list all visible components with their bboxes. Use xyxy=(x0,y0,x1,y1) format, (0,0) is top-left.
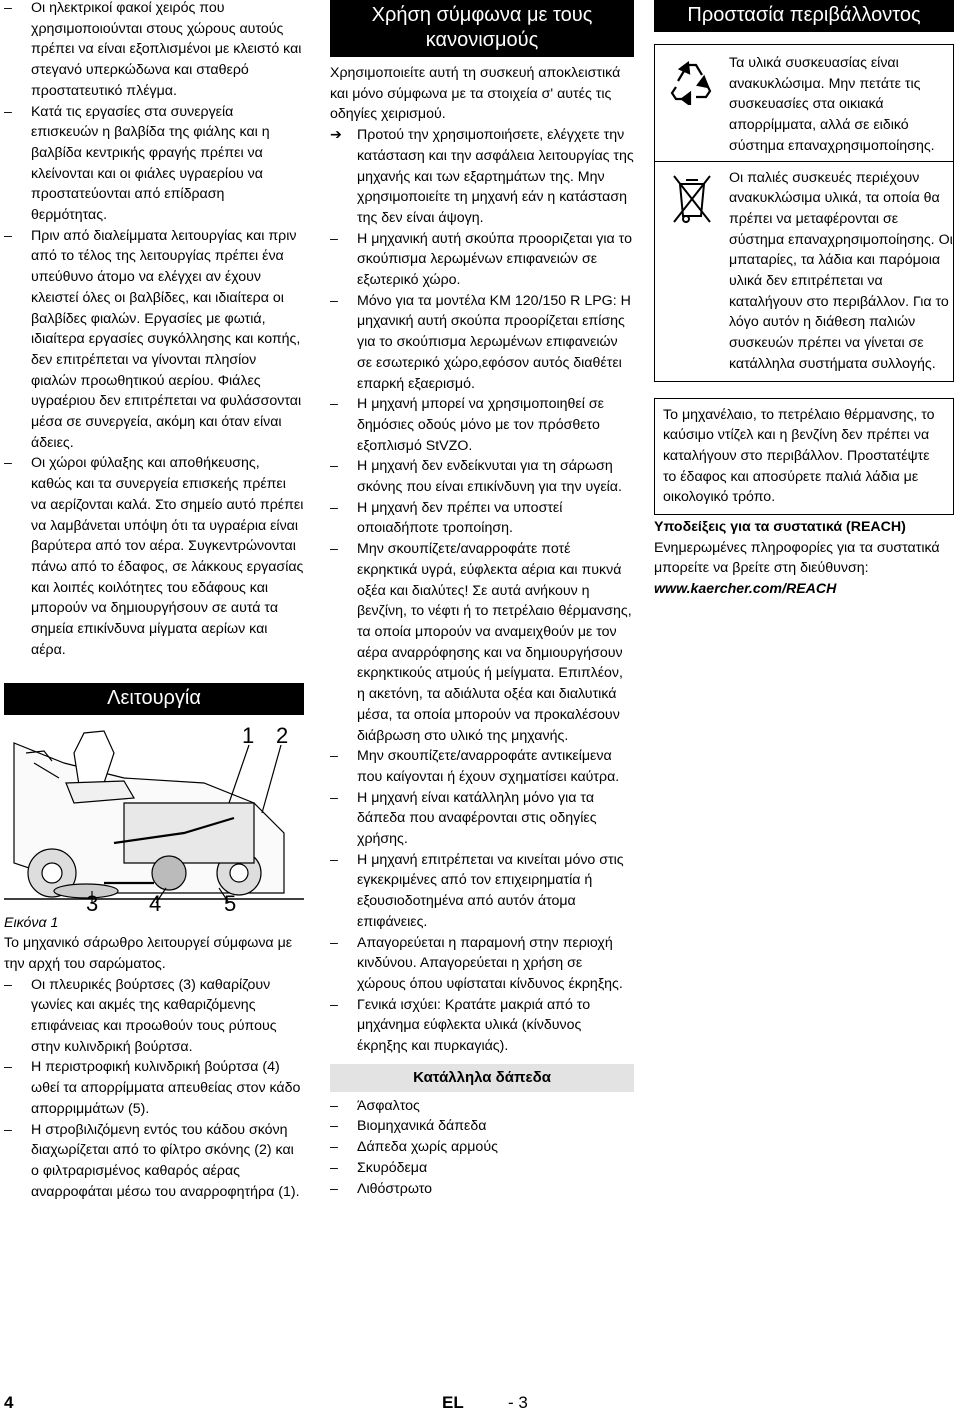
list-item xyxy=(330,539,634,746)
recycle-row xyxy=(655,45,953,162)
dash-bullet: – xyxy=(330,996,338,1013)
list-item xyxy=(4,1057,304,1119)
list-item xyxy=(330,229,634,291)
dash-bullet: – xyxy=(4,0,12,16)
dash-bullet: – xyxy=(330,789,338,806)
dash-bullet: – xyxy=(4,1059,12,1076)
list-item-text: Μόνο για τα μοντέλα KM 120/150 R LPG: Η μηχανική αυτή σκούπα προορίζεται επίσης για το σκούπισμα λερωμένων επιφανειών σε εσωτερικό χώρο,εφόσον αυτός διαθέτει επαρκή εξαερισμό. xyxy=(357,292,631,392)
list-item xyxy=(330,394,634,456)
dash-bullet: – xyxy=(4,1121,12,1138)
list-item-text: Η μηχανή είναι κατάλληλη μόνο για τα δάπεδα που αναφέρονται στις οδηγίες χρήσης. xyxy=(357,789,597,848)
dash-bullet: – xyxy=(330,396,338,413)
list-item-text: Η μηχανή επιτρέπεται να κινείται μόνο στις εγκεκριμένες από τον επιχειρηματία ή εξουσιοδοτημένα από αυτόν άτομα επιφάνειες. xyxy=(357,851,624,930)
list-item xyxy=(330,850,634,933)
section-title-floors: Κατάλληλα δάπεδα xyxy=(330,1064,634,1092)
list-item xyxy=(330,1096,634,1117)
language-code: EL xyxy=(442,1393,464,1412)
oil-notice-box xyxy=(654,398,954,516)
list-item-text: Δάπεδα χωρίς αρμούς xyxy=(357,1139,498,1156)
list-item-text: Η περιστροφική κυλινδρική βούρτσα (4) ωθεί τα απορρίμματα απευθείας στον κάδο απορριμμάτων (5). xyxy=(31,1059,301,1117)
list-item xyxy=(330,1179,634,1200)
figure-label-2: 2 xyxy=(276,722,289,748)
dash-bullet: – xyxy=(330,541,338,558)
list-item-text: Πριν από διαλείμματα λειτουργίας και πριν από το τέλος της λειτουργίας πρέπει ένα υπεύθυνο άτομο να ελέγχει αν έχουν κλειστεί όλες οι βαλβίδες, και ιδιαίτερα οι βαλβίδες φιαλών. Εργασίες με φωτιά, ιδιαίτερα εργασίες συγκόλλησης και κοπής, δεν επιτρέπεται να γίνονται πλησίον φιαλών προωθητικού αερίου. Φιάλες υγραέριου δεν επιτρέπεται να φυλάσσονται μέσα σε συνεργεία, ακόμη και όταν είναι άδειες. xyxy=(31,227,302,451)
reach-url: www.kaercher.com/REACH xyxy=(654,581,837,598)
list-item xyxy=(4,1120,304,1203)
list-item xyxy=(330,746,634,787)
operation-intro: Το μηχανικό σάρωθρο λειτουργεί σύμφωνα με την αρχή του σαρώματος. xyxy=(4,935,293,972)
arrow-item xyxy=(330,125,634,229)
arrow-marker-icon: ➔ xyxy=(330,127,342,144)
recycle-text: Τα υλικά συσκευασίας είναι ανακυκλώσιμα. Μην πετάτε τις συσκευασίες στα οικιακά απορρίμματα, αλλά σε ειδικό σύστημα επαναχρησιμοποίησης. xyxy=(729,55,935,154)
reach-title: Υποδείξεις για τα συστατικά (REACH) xyxy=(654,519,906,536)
list-item xyxy=(330,498,634,539)
list-item-text: Η στροβιλιζόμενη εντός του κάδου σκόνη διαχωρίζεται από το φίλτρο σκόνης (2) και ο φιλτραρισμένος καθαρός αέρας αναρροφάται μέσω του αναρροφητήρα (1). xyxy=(31,1121,300,1200)
bullet-list-bottom xyxy=(4,975,304,1203)
weee-row xyxy=(655,162,953,381)
dash-bullet: – xyxy=(330,934,338,951)
weee-text: Οι παλιές συσκευές περιέχουν ανακυκλώσιμα υλικά, τα οποία θα πρέπει να μεταφέρονται σε σύστημα επαναχρησιμοποίησης. Οι μπαταρίες, τα λάδια και παρόμοια υλικά δεν επιτρέπεται να καταλήγουν στο περιβάλλον. Για το λόγο αυτόν η διάθεση παλιών συσκευών πρέπει να γίνεται σε κατάλληλα συστήματα συλλογής. xyxy=(729,169,953,372)
reach-text: Ενημερωμένες πληροφορίες για τα συστατικά μπορείτε να βρείτε στη διεύθυνση: xyxy=(654,539,940,577)
intended-use-list xyxy=(330,229,634,1057)
dash-bullet: – xyxy=(330,1097,338,1114)
figure-label-3: 3 xyxy=(86,890,99,913)
figure-label-1: 1 xyxy=(242,722,255,748)
list-item-text: Η μηχανή δεν ενδείκνυται για τη σάρωση σκόνης που είναι επικίνδυνη για την υγεία. xyxy=(357,458,622,496)
page-number: 4 xyxy=(4,1393,14,1412)
section-title-operation: Λειτουργία xyxy=(4,683,304,715)
column-2 xyxy=(330,0,634,1199)
recycle-icon xyxy=(655,51,729,157)
list-item-text: Οι πλευρικές βούρτσες (3) καθαρίζουν γωνίες και ακμές της καθαριζόμενης επιφάνειας και προωθούν τους ρύπους στην κυλινδρική βούρτσα. xyxy=(31,976,277,1055)
dash-bullet: – xyxy=(4,976,12,993)
list-item-text: Σκυρόδεμα xyxy=(357,1159,428,1176)
dash-bullet: – xyxy=(4,455,12,472)
list-item-text: Οι χώροι φύλαξης και αποθήκευσης, καθώς και τα συνεργεία επισκεής πρέπει να αερίζονται καλά. Στο σημείο αυτό πρέπει να λαμβάνεται υπόψη ότι τα υγραέρια είναι βαρύτερα από τον αέρα. Συγκεντρώνονται πάνω από το έδαφος, σε λάκκους εργασίας και λοιπές κοιλότητες του εδάφους και μπορούν να δημιουργήσουν σε αυτά τα σημεία επικίνδυνα μίγματα αερίων και αέρα. xyxy=(31,455,304,658)
dash-bullet: – xyxy=(330,1118,338,1135)
list-item xyxy=(4,226,304,454)
oil-notice-text: Το μηχανέλαιο, το πετρέλαιο θέρμανσης, το καύσιμο ντίζελ και η βενζίνη δεν πρέπει να καταλήγουν στο περιβάλλον. Προστατέψτε το έδαφος και αποσύρετε παλιά λάδια με οικολογικό τρόπο. xyxy=(663,406,935,506)
dash-bullet: – xyxy=(330,499,338,516)
list-item-text: Η μηχανική αυτή σκούπα προοριζεται για το σκούπισμα λερωμένων επιφανειών σε εξωτερικό χώρο. xyxy=(357,230,632,289)
list-item xyxy=(4,102,304,226)
list-item xyxy=(330,291,634,395)
list-item xyxy=(330,1158,634,1179)
list-item xyxy=(330,1137,634,1158)
figure-sweeper-diagram xyxy=(4,723,304,913)
dash-bullet: – xyxy=(330,458,338,475)
list-item-text: Κατά τις εργασίες στα συνεργεία επισκευών η βαλβίδα της φιάλης και η βαλβίδα κεντρικής φραγής πρέπει να κλείνονται και οι φιάλες υγραερίου να προστατεύονται από επίδραση θερμότητας. xyxy=(31,103,270,224)
environment-box xyxy=(654,44,954,382)
dash-bullet: – xyxy=(330,851,338,868)
dash-bullet: – xyxy=(330,1159,338,1176)
intended-use-intro: Χρησιμοποιείτε αυτή τη συσκευή αποκλειστικά και μόνο σύμφωνα με τα στοιχεία σ' αυτές τις οδηγίες χειρισμού. xyxy=(330,65,621,123)
bullet-list-top xyxy=(4,0,304,661)
sweeper-illustration xyxy=(4,723,304,913)
list-item xyxy=(4,453,304,660)
figure-label-4: 4 xyxy=(149,890,162,913)
section-title-environment: Προστασία περιβάλλοντος xyxy=(654,0,954,32)
sub-page-number: - 3 xyxy=(508,1393,528,1412)
figure-caption: Εικόνα 1 xyxy=(4,914,59,931)
arrow-item-text: Προτού την χρησιμοποιήσετε, ελέγχετε την κατάσταση και την ασφάλεια λειτουργίας της μηχανής και των εξαρτημάτων της. Μην χρησιμοποιείτε τη μηχανή εάν η κατάσταση της δεν είναι άψογη. xyxy=(357,127,634,226)
section-title-intended-use: Χρήση σύμφωνα με τους κανονισμούς xyxy=(330,0,634,57)
list-item-text: Άσφαλτος xyxy=(357,1097,420,1114)
list-item-text: Η μηχανή δεν πρέπει να υποστεί οποιαδήποτε τροποίηση. xyxy=(357,499,563,537)
list-item xyxy=(330,456,634,497)
list-item xyxy=(330,933,634,995)
list-item xyxy=(330,1116,634,1137)
dash-bullet: – xyxy=(330,1139,338,1156)
list-item-text: Οι ηλεκτρικοί φακοί χειρός που χρησιμοποιούνται στους χώρους αυτούς πρέπει να είναι εξοπλισμένοι με κλειστό και στεγανό υπερκώδωνα και σταθερό προστατευτικό πλέγμα. xyxy=(31,0,302,99)
column-1 xyxy=(4,0,304,1202)
dash-bullet: – xyxy=(330,292,338,309)
list-item-text: Γενικά ισχύει: Κρατάτε μακριά από το μηχάνημα εύφλεκτα υλικά (κίνδυνος έκρηξης και πυρκαγιάς). xyxy=(357,996,591,1055)
list-item-text: Μην σκουπίζετε/αναρροφάτε ποτέ εκρηκτικά υγρά, εύφλεκτα αέρια και πυκνά οξέα και διαλύτες! Σε αυτά ανήκουν η βενζίνη, το νέφτι ή το πετρέλαιο θέρμανσης, τα οποία μπορούν να αναμειχθούν με τον αέρα αναρρόφησης και να δημιουργήσουν εκρηκτικούς ατμούς ή μείγματα. Επιπλέον, η ακετόνη, τα αδιάλυτα οξέα και διαλυτικά μέσα, τα οποία μπορούν να προκαλέσουν διάβρωση στο υλικό της μηχανής. xyxy=(357,541,632,744)
list-item-text: Απαγορεύεται η παραμονή στην περιοχή κινδύνου. Απαγορεύεται η χρήση σε χώρους όπου υφίσταται κίνδυνος έκρηξης. xyxy=(357,934,623,992)
crossed-bin-icon xyxy=(655,166,729,375)
list-item xyxy=(330,995,634,1057)
dash-bullet: – xyxy=(330,230,338,247)
list-item xyxy=(4,0,304,102)
dash-bullet: – xyxy=(330,1180,338,1197)
list-item-text: Η μηχανή μπορεί να χρησιμοποιηθεί σε δημόσιες οδούς μόνο με τον πρόσθετο εξοπλισμό StVZO. xyxy=(357,396,604,454)
dash-bullet: – xyxy=(330,748,338,765)
dash-bullet: – xyxy=(4,227,12,244)
list-item xyxy=(4,975,304,1058)
list-item-text: Βιομηχανικά δάπεδα xyxy=(357,1118,487,1135)
list-item-text: Λιθόστρωτο xyxy=(357,1180,433,1197)
list-item-text: Μην σκουπίζετε/αναρροφάτε αντικείμενα που καίγονται ή έχουν σχηματίσει καύτρα. xyxy=(357,748,620,785)
list-item xyxy=(330,788,634,850)
column-3 xyxy=(654,0,954,600)
floors-list xyxy=(330,1096,634,1200)
dash-bullet: – xyxy=(4,103,12,120)
figure-label-5: 5 xyxy=(224,890,237,913)
